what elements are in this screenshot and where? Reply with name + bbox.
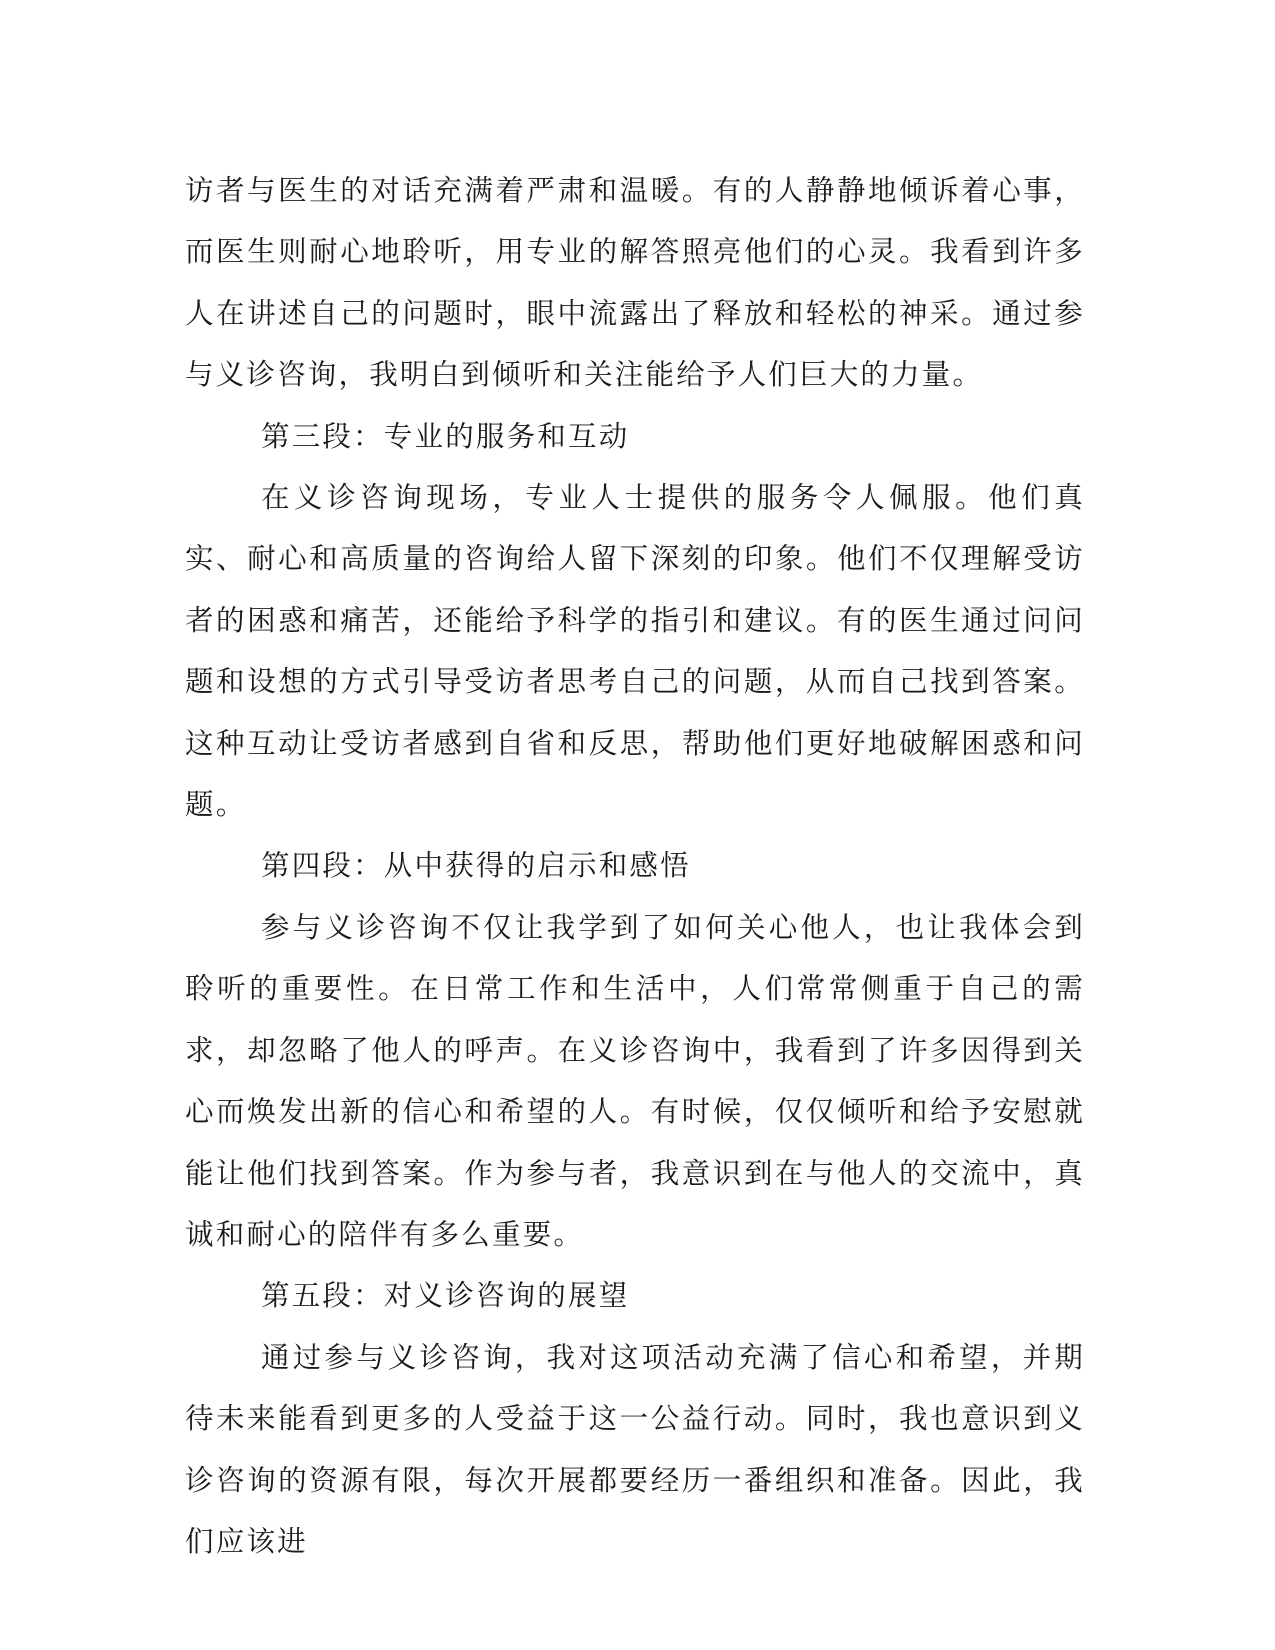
paragraph-outlook: 通过参与义诊咨询，我对这项活动充满了信心和希望，并期待未来能看到更多的人受益于这一公益行动。同时，我也意识到义诊咨询的资源有限，每次开展都要经历一番组织和准备。因此，我们应该进 — [185, 1340, 1085, 1558]
section-heading-five: 第五段：对义诊咨询的展望 — [261, 1279, 630, 1313]
document-body — [185, 160, 1085, 1572]
paragraph-professional-service: 在义诊咨询现场，专业人士提供的服务令人佩服。他们真实、耐心和高质量的咨询给人留下深刻的印象。他们不仅理解受访者的困惑和痛苦，还能给予科学的指引和建议。有的医生通过问问题和设想的方式引导受访者思考自己的问题，从而自己找到答案。这种互动让受访者感到自省和反思，帮助他们更好地破解困惑和问题。 — [185, 481, 1085, 822]
section-heading-three: 第三段：专业的服务和互动 — [261, 419, 630, 453]
paragraph-insights: 参与义诊咨询不仅让我学到了如何关心他人，也让我体会到聆听的重要性。在日常工作和生活中，人们常常侧重于自己的需求，却忽略了他人的呼声。在义诊咨询中，我看到了许多因得到关心而焕发出新的信心和希望的人。有时候，仅仅倾听和给予安慰就能让他们找到答案。作为参与者，我意识到在与他人的交流中，真诚和耐心的陪伴有多么重要。 — [185, 910, 1085, 1251]
paragraph-continued: 访者与医生的对话充满着严肃和温暖。有的人静静地倾诉着心事，而医生则耐心地聆听，用专业的解答照亮他们的心灵。我看到许多人在讲述自己的问题时，眼中流露出了释放和轻松的神采。通过参与义诊咨询，我明白到倾听和关注能给予人们巨大的力量。 — [185, 174, 1085, 392]
section-heading-four: 第四段：从中获得的启示和感悟 — [261, 849, 691, 883]
